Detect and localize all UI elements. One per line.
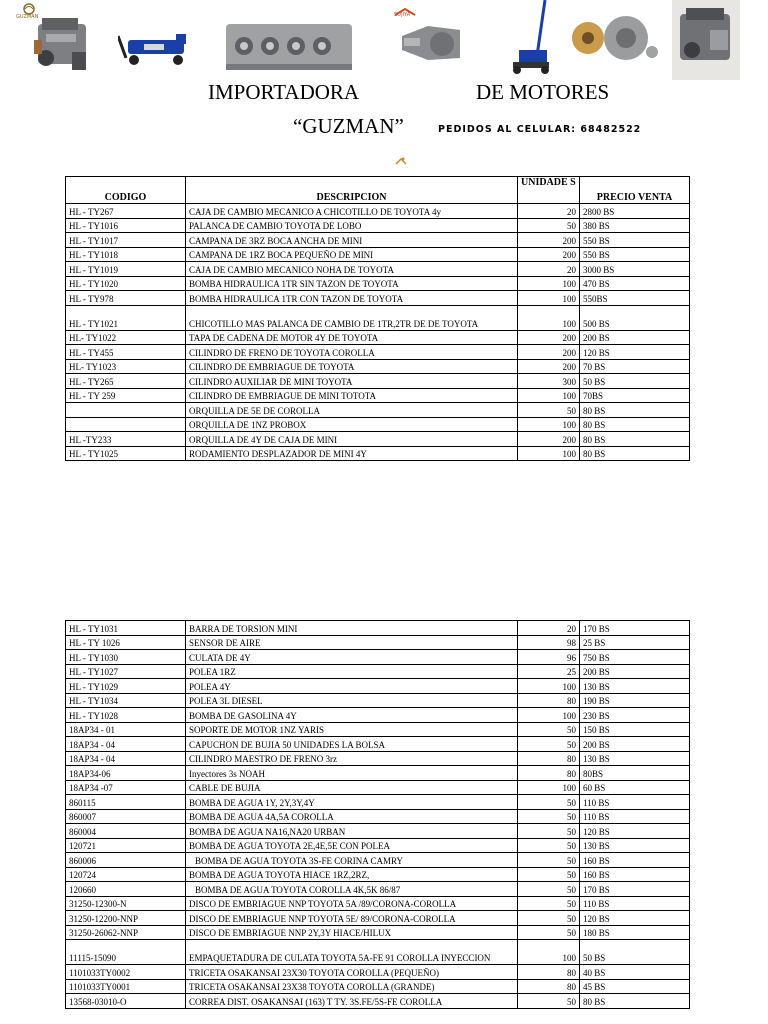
cell-precio: 180 BS — [580, 925, 690, 940]
cell-codigo: 31250-26062-NNP — [66, 925, 186, 940]
cell-descripcion: CAMPANA DE 3RZ BOCA ANCHA DE MINI — [186, 233, 518, 248]
table-row — [66, 708, 690, 723]
cell-descripcion: PALANCA DE CAMBIO TOYOTA DE LOBO — [186, 218, 518, 233]
table-row — [66, 722, 690, 737]
table-row — [66, 233, 690, 248]
cell-precio: 150 BS — [580, 722, 690, 737]
table-row — [66, 305, 690, 330]
cell-unidades: 50 — [518, 809, 580, 824]
cell-precio: 170 BS — [580, 882, 690, 897]
table-row — [66, 896, 690, 911]
table-row — [66, 359, 690, 374]
table-row — [66, 994, 690, 1009]
cell-unidades: 200 — [518, 345, 580, 360]
cell-precio: 130 BS — [580, 751, 690, 766]
cell-codigo: HL - TY1016 — [66, 218, 186, 233]
cell-codigo: HL - TY1018 — [66, 247, 186, 262]
cell-unidades: 50 — [518, 925, 580, 940]
table-row — [66, 635, 690, 650]
transmission-image — [398, 18, 464, 64]
table-row — [66, 262, 690, 277]
table-row — [66, 664, 690, 679]
cell-descripcion: DISCO DE EMBRIAGUE NNP TOYOTA 5A /89/CORONA-COROLLA — [186, 896, 518, 911]
table-row — [66, 204, 690, 219]
cell-precio: 500 BS — [580, 305, 690, 330]
cell-codigo: 18AP34 - 01 — [66, 722, 186, 737]
table-row — [66, 795, 690, 810]
cell-precio: 550 BS — [580, 233, 690, 248]
cell-descripcion: CABLE DE BUJIA — [186, 780, 518, 795]
header-unidades: UNIDADE S — [518, 177, 580, 204]
cell-descripcion: CAJA DE CAMBIO MECANICO A CHICOTILLO DE TOYOTA 4y — [186, 204, 518, 219]
price-table-2 — [65, 620, 690, 1009]
table-row — [66, 780, 690, 795]
cell-unidades: 200 — [518, 233, 580, 248]
table-row — [66, 403, 690, 418]
cell-descripcion: BARRA DE TORSION MINI — [186, 621, 518, 636]
cell-codigo: 18AP34 -07 — [66, 780, 186, 795]
cell-codigo: 120721 — [66, 838, 186, 853]
cell-unidades: 80 — [518, 766, 580, 781]
cell-descripcion: CULATA DE 4Y — [186, 650, 518, 665]
cell-precio: 550BS — [580, 291, 690, 306]
cell-codigo: 1101033TY0001 — [66, 979, 186, 994]
table-row — [66, 693, 690, 708]
table-row — [66, 388, 690, 403]
cell-descripcion: POLEA 4Y — [186, 679, 518, 694]
cell-unidades: 20 — [518, 262, 580, 277]
cell-descripcion: CHICOTILLO MAS PALANCA DE CAMBIO DE 1TR,2TR DE DE TOYOTA — [186, 305, 518, 330]
cell-codigo: HL - TY1020 — [66, 276, 186, 291]
table-row — [66, 965, 690, 980]
cell-codigo: 11115-15090 — [66, 940, 186, 965]
cell-precio: 120 BS — [580, 345, 690, 360]
cell-precio: 170 BS — [580, 621, 690, 636]
cell-descripcion: Inyectores 3s NOAH — [186, 766, 518, 781]
cell-descripcion: RODAMIENTO DESPLAZADOR DE MINI 4Y — [186, 446, 518, 461]
cell-codigo: HL - TY 1026 — [66, 635, 186, 650]
cell-codigo: 18AP34 - 04 — [66, 737, 186, 752]
cell-unidades: 50 — [518, 838, 580, 853]
cell-descripcion: TRICETA OSAKANSAI 23X38 TOYOTA COROLLA (GRANDE) — [186, 979, 518, 994]
cell-descripcion: DISCO DE EMBRIAGUE NNP TOYOTA 5E/ 89/CORONA-COROLLA — [186, 911, 518, 926]
table-row — [66, 867, 690, 882]
cell-unidades: 100 — [518, 446, 580, 461]
table-row — [66, 291, 690, 306]
table-row — [66, 679, 690, 694]
engine-2-image — [672, 0, 740, 80]
cell-codigo: 13568-03010-O — [66, 994, 186, 1009]
cell-codigo: HL - TY1027 — [66, 664, 186, 679]
cell-codigo: HL - TY1029 — [66, 679, 186, 694]
clutch-kit-image — [568, 12, 660, 64]
header-precio-venta: PRECIO VENTA — [580, 177, 690, 204]
cell-unidades: 300 — [518, 374, 580, 389]
cell-descripcion: ORQUILLA DE 4Y DE CAJA DE MINI — [186, 432, 518, 447]
cell-precio: 200 BS — [580, 664, 690, 679]
cell-descripcion: ORQUILLA DE 5E DE COROLLA — [186, 403, 518, 418]
cell-unidades: 100 — [518, 291, 580, 306]
cell-precio: 70 BS — [580, 359, 690, 374]
cell-unidades: 50 — [518, 994, 580, 1009]
cell-precio: 110 BS — [580, 809, 690, 824]
cell-precio: 70BS — [580, 388, 690, 403]
cell-codigo: HL- TY1022 — [66, 330, 186, 345]
table-row — [66, 925, 690, 940]
cell-precio: 50 BS — [580, 374, 690, 389]
cell-unidades: 80 — [518, 979, 580, 994]
cell-codigo: HL - TY1019 — [66, 262, 186, 277]
table-row — [66, 940, 690, 965]
cell-codigo: HL - TY978 — [66, 291, 186, 306]
table-row — [66, 766, 690, 781]
cell-codigo: 120724 — [66, 867, 186, 882]
cell-unidades: 100 — [518, 940, 580, 965]
cell-codigo: 31250-12300-N — [66, 896, 186, 911]
cell-descripcion: CILINDRO MAESTRO DE FRENO 3rz — [186, 751, 518, 766]
cell-descripcion: SOPORTE DE MOTOR 1NZ YARIS — [186, 722, 518, 737]
cell-codigo: 18AP34 - 04 — [66, 751, 186, 766]
cell-precio: 80 BS — [580, 446, 690, 461]
cell-unidades: 50 — [518, 824, 580, 839]
cell-precio: 50 BS — [580, 940, 690, 965]
cell-unidades: 100 — [518, 679, 580, 694]
table-row — [66, 247, 690, 262]
cylinder-head-image — [222, 16, 356, 78]
cell-descripcion: BOMBA DE GASOLINA 4Y — [186, 708, 518, 723]
cell-precio: 130 BS — [580, 679, 690, 694]
cell-descripcion: CORREA DIST. OSAKANSAI (163) T TY. 3S.FE/5S-FE COROLLA — [186, 994, 518, 1009]
cell-precio: 190 BS — [580, 693, 690, 708]
cell-precio: 380 BS — [580, 218, 690, 233]
table-row — [66, 809, 690, 824]
cell-descripcion: BOMBA HIDRAULICA 1TR CON TAZON DE TOYOTA — [186, 291, 518, 306]
cell-descripcion: CAJA DE CAMBIO MECANICO NOHA DE TOYOTA — [186, 262, 518, 277]
table-row — [66, 737, 690, 752]
cell-unidades: 50 — [518, 795, 580, 810]
cell-codigo: HL - TY455 — [66, 345, 186, 360]
cell-precio: 40 BS — [580, 965, 690, 980]
cell-descripcion: EMPAQUETADURA DE CULATA TOYOTA 5A-FE 91 COROLLA INYECCION — [186, 940, 518, 965]
cell-codigo: HL - TY1030 — [66, 650, 186, 665]
cell-descripcion: DISCO DE EMBRIAGUE NNP 2Y,3Y HIACE/HILUX — [186, 925, 518, 940]
cell-codigo: 860007 — [66, 809, 186, 824]
table-row — [66, 374, 690, 389]
cell-precio: 25 BS — [580, 635, 690, 650]
cell-unidades: 80 — [518, 751, 580, 766]
cell-descripcion: CILINDRO DE EMBRIAGUE DE MINI TOTOTA — [186, 388, 518, 403]
cell-codigo: 860004 — [66, 824, 186, 839]
cell-descripcion: CILINDRO DE EMBRIAGUE DE TOYOTA — [186, 359, 518, 374]
cell-codigo: HL- TY1023 — [66, 359, 186, 374]
engine-image — [32, 14, 94, 78]
cell-descripcion: CILINDRO AUXILIAR DE MINI TOYOTA — [186, 374, 518, 389]
tall-jack-image — [505, 0, 553, 78]
cell-precio: 110 BS — [580, 795, 690, 810]
cell-precio: 80BS — [580, 766, 690, 781]
table-row — [66, 432, 690, 447]
cell-codigo: 18AP34-06 — [66, 766, 186, 781]
cell-unidades: 100 — [518, 417, 580, 432]
cell-descripcion: SENSOR DE AIRE — [186, 635, 518, 650]
cell-precio: 60 BS — [580, 780, 690, 795]
cell-descripcion: TRICETA OSAKANSAI 23X30 TOYOTA COROLLA (PEQUEÑO) — [186, 965, 518, 980]
table-row — [66, 218, 690, 233]
cell-unidades: 100 — [518, 780, 580, 795]
cell-codigo: HL - TY1025 — [66, 446, 186, 461]
cell-precio: 3000 BS — [580, 262, 690, 277]
cell-descripcion: BOMBA HIDRAULICA 1TR SIN TAZON DE TOYOTA — [186, 276, 518, 291]
header-descripcion: DESCRIPCION — [186, 177, 518, 204]
cell-precio: 80 BS — [580, 417, 690, 432]
cell-unidades: 50 — [518, 867, 580, 882]
cell-unidades: 200 — [518, 330, 580, 345]
table-row — [66, 330, 690, 345]
table-row — [66, 446, 690, 461]
cell-unidades: 50 — [518, 722, 580, 737]
cell-codigo: 120660 — [66, 882, 186, 897]
table-row — [66, 979, 690, 994]
header-banner — [0, 0, 768, 82]
table-row — [66, 417, 690, 432]
table-row — [66, 650, 690, 665]
cell-descripcion: CAMPANA DE 1RZ BOCA PEQUEÑO DE MINI — [186, 247, 518, 262]
cell-descripcion: POLEA 1RZ — [186, 664, 518, 679]
cell-codigo: HL - TY 259 — [66, 388, 186, 403]
cell-precio: 80 BS — [580, 432, 690, 447]
cell-precio: 2800 BS — [580, 204, 690, 219]
cell-precio: 200 BS — [580, 330, 690, 345]
decorative-mark-icon — [395, 156, 407, 165]
cell-descripcion: ORQUILLA DE 1NZ PROBOX — [186, 417, 518, 432]
cell-codigo: HL - TY1028 — [66, 708, 186, 723]
cell-codigo: HL - TY1021 — [66, 305, 186, 330]
title-de-motores: DE MOTORES — [476, 80, 610, 104]
cell-codigo: 860115 — [66, 795, 186, 810]
table-row — [66, 853, 690, 868]
brand-logo-left: GUZMAN — [18, 2, 40, 20]
cell-unidades: 100 — [518, 305, 580, 330]
cell-codigo: 860006 — [66, 853, 186, 868]
cell-descripcion: POLEA 3L DIESEL — [186, 693, 518, 708]
cell-descripcion: BOMBA DE AGUA TOYOTA 2E,4E,5E CON POLEA — [186, 838, 518, 853]
table-row — [66, 882, 690, 897]
cell-codigo: HL - TY1017 — [66, 233, 186, 248]
table-row — [66, 824, 690, 839]
cell-codigo: HL - TY1031 — [66, 621, 186, 636]
cell-unidades: 80 — [518, 965, 580, 980]
table-row — [66, 276, 690, 291]
cell-codigo — [66, 403, 186, 418]
table-row — [66, 751, 690, 766]
cell-unidades: 50 — [518, 911, 580, 926]
cell-precio: 120 BS — [580, 911, 690, 926]
cell-precio: 80 BS — [580, 403, 690, 418]
cell-precio: 750 BS — [580, 650, 690, 665]
cell-descripcion: BOMBA DE AGUA TOYOTA HIACE 1RZ,2RZ, — [186, 867, 518, 882]
title-importadora: IMPORTADORA — [208, 80, 360, 104]
cell-unidades: 20 — [518, 621, 580, 636]
cell-codigo: 1101033TY0002 — [66, 965, 186, 980]
floor-jack-image — [118, 28, 202, 68]
cell-unidades: 100 — [518, 388, 580, 403]
cell-precio: 160 BS — [580, 867, 690, 882]
cell-codigo: 31250-12200-NNP — [66, 911, 186, 926]
cell-codigo: HL -TY233 — [66, 432, 186, 447]
cell-descripcion: BOMBA DE AGUA TOYOTA 3S-FE CORINA CAMRY — [186, 853, 518, 868]
cell-unidades: 50 — [518, 882, 580, 897]
phone-order-info: PEDIDOS AL CELULAR: 68482522 — [438, 124, 642, 135]
table-row — [66, 621, 690, 636]
cell-unidades: 200 — [518, 247, 580, 262]
cell-descripcion: BOMBA DE AGUA 1Y, 2Y,3Y,4Y — [186, 795, 518, 810]
cell-unidades: 98 — [518, 635, 580, 650]
cell-codigo: HL - TY265 — [66, 374, 186, 389]
cell-unidades: 100 — [518, 276, 580, 291]
cell-precio: 130 BS — [580, 838, 690, 853]
cell-unidades: 50 — [518, 403, 580, 418]
cell-descripcion: BOMBA DE AGUA NA16,NA20 URBAN — [186, 824, 518, 839]
title-guzman: “GUZMAN” — [293, 114, 404, 138]
cell-unidades: 80 — [518, 693, 580, 708]
brand-logo-center: SOJIYA — [392, 4, 418, 18]
cell-unidades: 50 — [518, 737, 580, 752]
cell-precio: 110 BS — [580, 896, 690, 911]
table-header-row — [66, 177, 690, 204]
price-table-1 — [65, 176, 690, 461]
cell-precio: 200 BS — [580, 737, 690, 752]
cell-descripcion: TAPA DE CADENA DE MOTOR 4Y DE TOYOTA — [186, 330, 518, 345]
cell-precio: 120 BS — [580, 824, 690, 839]
cell-descripcion: BOMBA DE AGUA 4A,5A COROLLA — [186, 809, 518, 824]
cell-descripcion: BOMBA DE AGUA TOYOTA COROLLA 4K,5K 86/87 — [186, 882, 518, 897]
cell-unidades: 50 — [518, 896, 580, 911]
cell-precio: 80 BS — [580, 994, 690, 1009]
cell-unidades: 50 — [518, 853, 580, 868]
cell-codigo: HL - TY267 — [66, 204, 186, 219]
cell-unidades: 96 — [518, 650, 580, 665]
cell-unidades: 50 — [518, 218, 580, 233]
cell-descripcion: CILINDRO DE FRENO DE TOYOTA COROLLA — [186, 345, 518, 360]
cell-unidades: 200 — [518, 432, 580, 447]
cell-descripcion: CAPUCHON DE BUJIA 50 UNIDADES LA BOLSA — [186, 737, 518, 752]
cell-unidades: 25 — [518, 664, 580, 679]
cell-codigo — [66, 417, 186, 432]
table-row — [66, 345, 690, 360]
cell-precio: 550 BS — [580, 247, 690, 262]
cell-precio: 470 BS — [580, 276, 690, 291]
cell-unidades: 200 — [518, 359, 580, 374]
cell-codigo: HL - TY1034 — [66, 693, 186, 708]
cell-precio: 45 BS — [580, 979, 690, 994]
cell-precio: 230 BS — [580, 708, 690, 723]
cell-precio: 160 BS — [580, 853, 690, 868]
cell-unidades: 100 — [518, 708, 580, 723]
table-row — [66, 838, 690, 853]
cell-unidades: 20 — [518, 204, 580, 219]
header-codigo: CODIGO — [66, 177, 186, 204]
table-row — [66, 911, 690, 926]
